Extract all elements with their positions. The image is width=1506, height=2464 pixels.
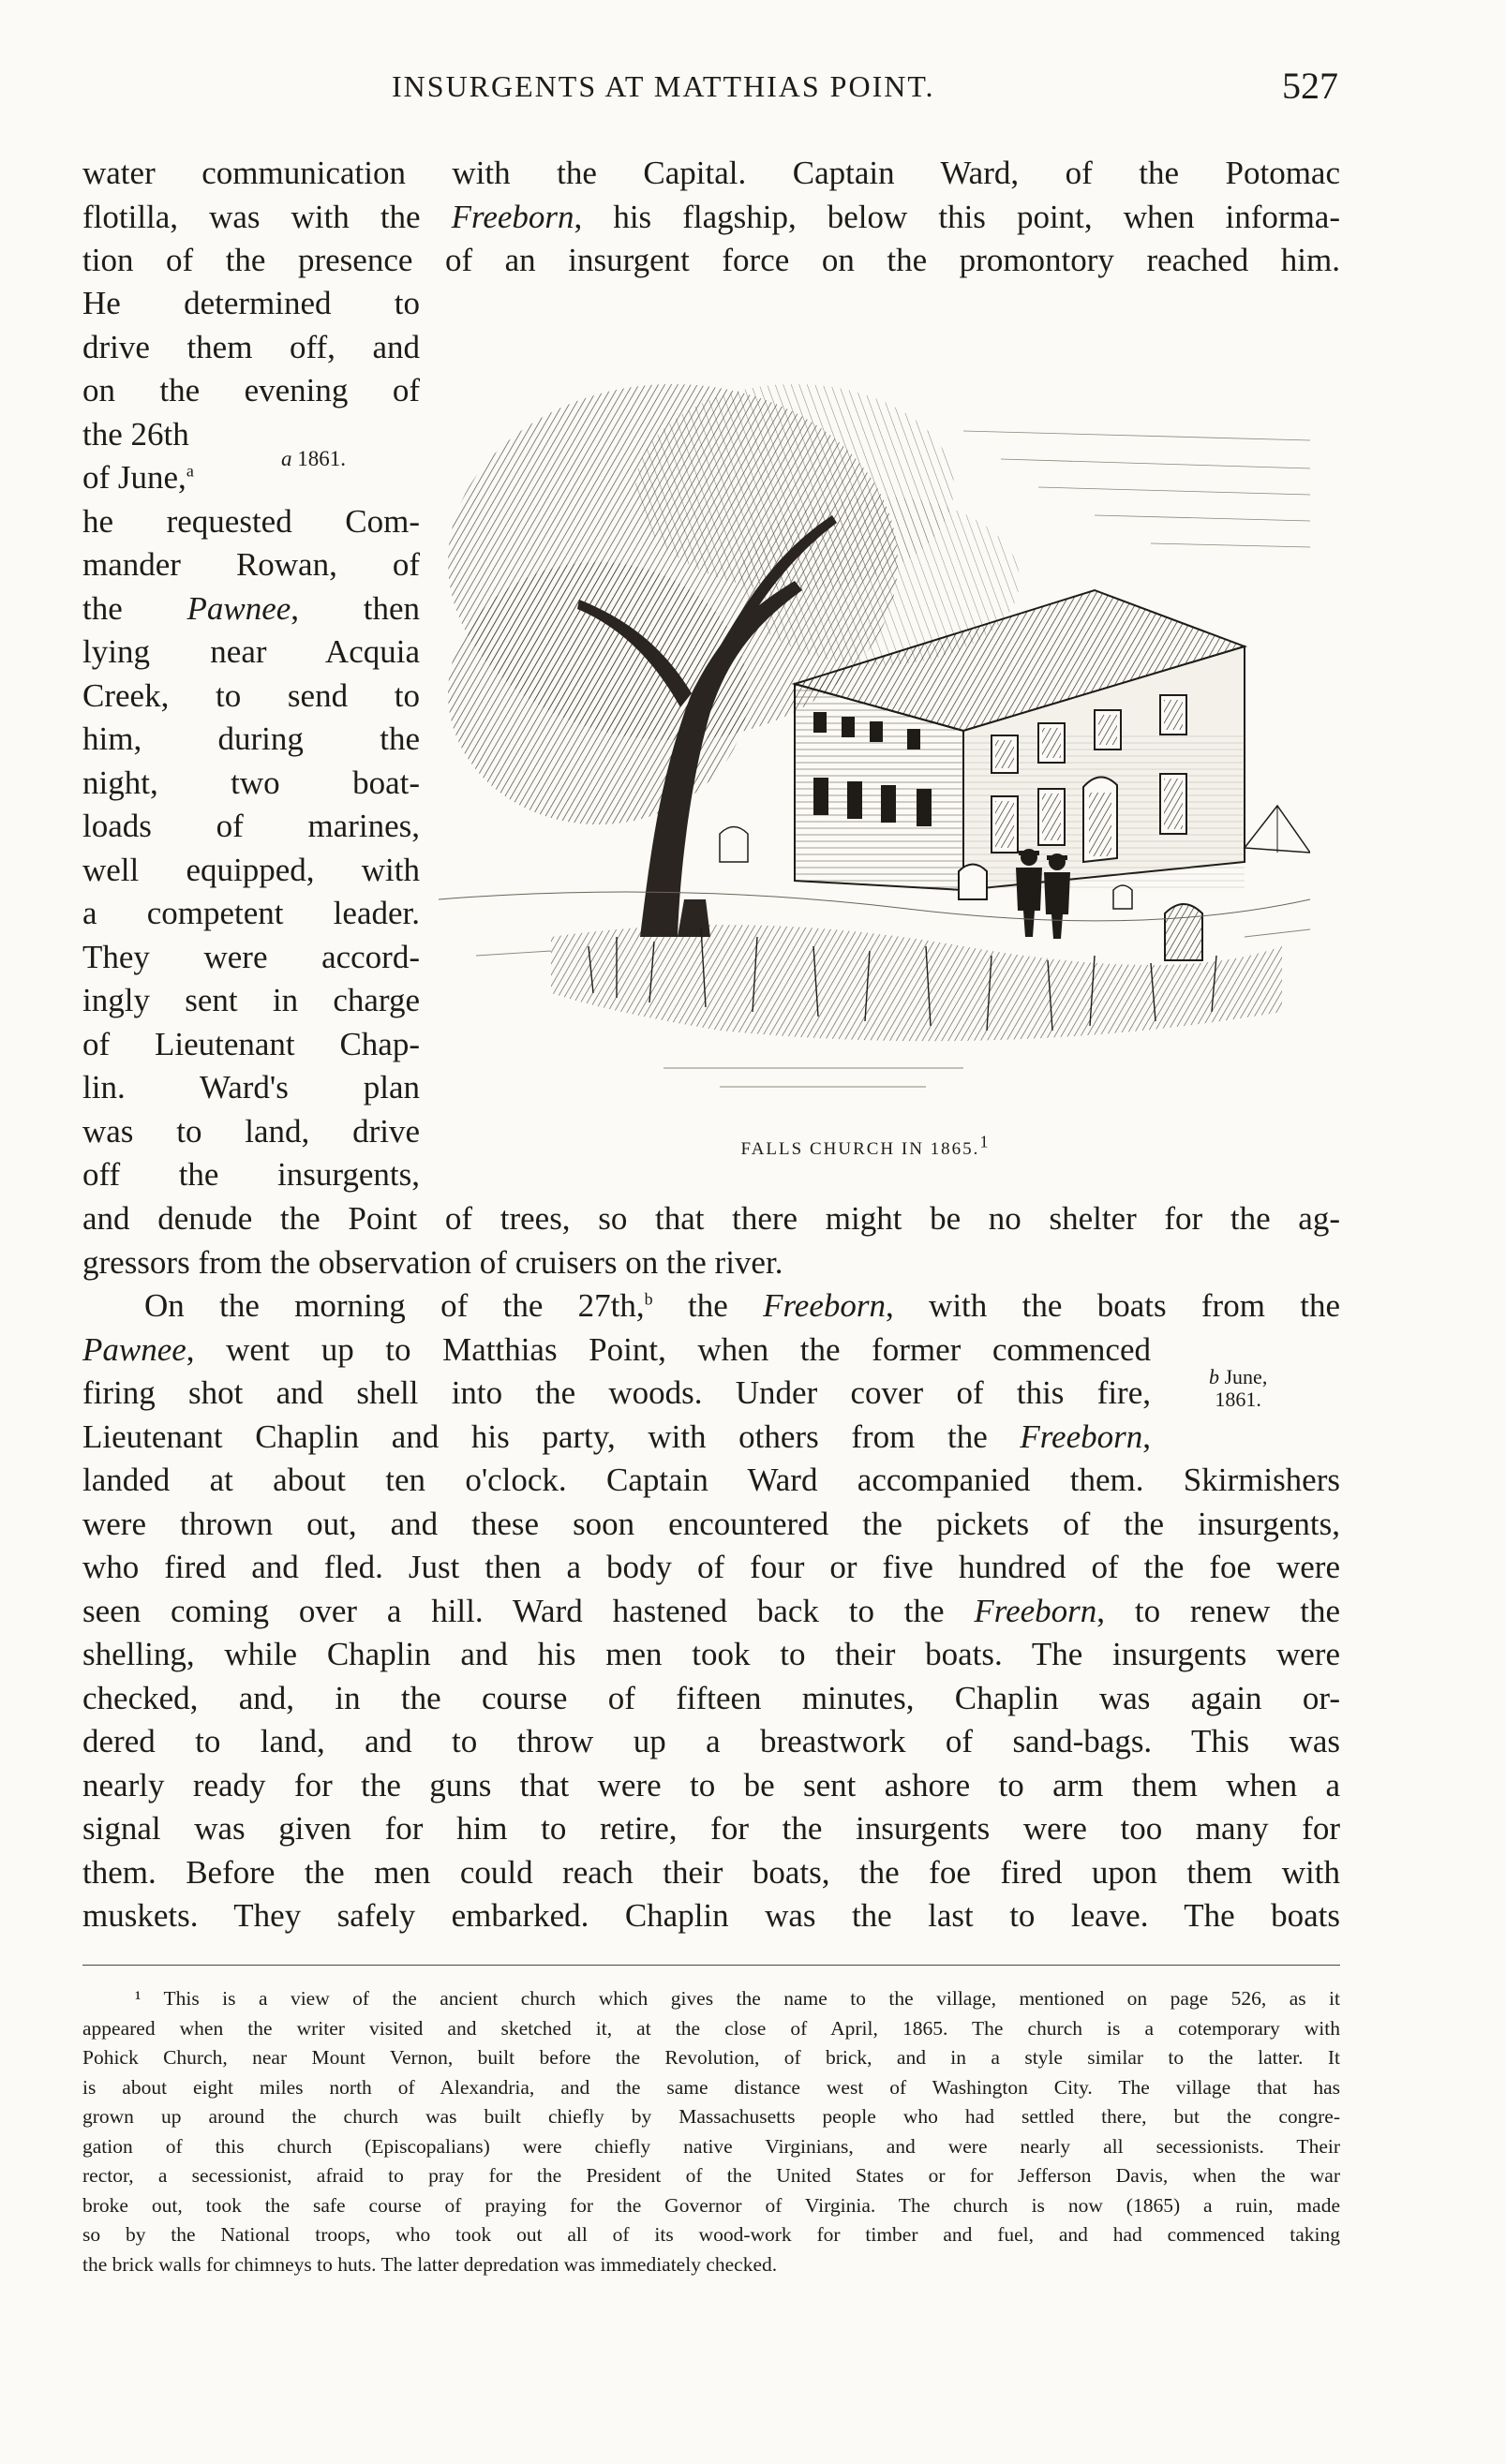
marginal-ref-a: a: [186, 461, 194, 481]
text-line: off the insurgents,: [82, 1156, 420, 1193]
footnote-line: grown up around the church was built chiefly by Massachusetts people who had settled there, but the congre-: [82, 2105, 1340, 2128]
text-line: on the evening of: [82, 372, 420, 408]
text-line: They were accord-: [82, 938, 420, 975]
footnote-line: gation of this church (Episcopalians) were chiefly native Virginians, and were nearly all secessionists. Their: [82, 2134, 1340, 2158]
church-engraving: [439, 337, 1310, 1115]
paragraph-two-rest: [82, 1459, 1340, 1938]
text-line: the Pawnee, then: [82, 589, 421, 627]
text-line: them. Before the men could reach their boats, the foe fired upon them with: [82, 1853, 1340, 1891]
text-line: mander Rowan, of: [82, 546, 420, 583]
text-line: were thrown out, and these soon encountered the pickets of the insurgents,: [82, 1505, 1340, 1542]
text-line: tion of the presence of an insurgent force on the promontory reached him.: [82, 242, 1340, 278]
text-line: lin. Ward's plan: [82, 1069, 420, 1106]
footnote-line: so by the National troops, who took out all of its wood-work for timber and fuel, and had commenced taking: [82, 2223, 1340, 2246]
text-line: On the morning of the 27th,$^b$ the Freeborn, with the boats from the: [144, 1287, 1341, 1324]
church-illustration: [439, 337, 1310, 1115]
text-line: signal was given for him to retire, for the insurgents were too many for: [82, 1810, 1340, 1847]
ship-name: Pawnee: [186, 589, 291, 627]
figure-caption: FALLS CHURCH IN 1865.$^1$: [740, 1132, 991, 1159]
marginal-note-a: a 1861.: [281, 447, 346, 470]
footnote-line: is about eight miles north of Alexandria, and the same distance west of Washington City. The village that has: [82, 2075, 1340, 2099]
text-line: was to land, drive: [82, 1112, 420, 1150]
ship-name: Freeborn: [451, 198, 574, 235]
paragraph-two: [82, 1284, 1340, 1459]
footnote: [82, 1984, 1340, 2279]
text-line: ingly sent in charge: [82, 982, 420, 1018]
text-line: of Lieutenant Chap-: [82, 1025, 420, 1062]
footnote-ref: 1: [979, 1132, 991, 1151]
text-line: checked, and, in the course of fifteen minutes, Chaplin was again or-: [82, 1679, 1340, 1716]
text-line: a competent leader.: [82, 895, 420, 931]
footnote-rule: [82, 1965, 1340, 1966]
paragraph-continuation: [82, 1197, 1340, 1284]
footnote-line: appeared when the writer visited and sketched it, at the close of April, 1865. The church is a cotemporary with: [82, 2016, 1340, 2040]
footnote-line: Pohick Church, near Mount Vernon, built before the Revolution, of brick, and in a style similar to the latter. It: [82, 2046, 1340, 2069]
running-head: INSURGENTS AT MATTHIAS POINT.: [392, 69, 935, 103]
text-line: landed at about ten o'clock. Captain Ward accompanied them. Skirmishers: [82, 1462, 1340, 1498]
text-line: water communication with the Capital. Captain Ward, of the Potomac: [82, 155, 1340, 191]
text-line: muskets. They safely embarked. Chaplin was the last to leave. The boats: [82, 1897, 1340, 1934]
footnote-line: broke out, took the safe course of praying for the Governor of Virginia. The church is now (1865) a ruin, made: [82, 2193, 1340, 2217]
text-line: loads of marines,: [82, 808, 420, 844]
text-line: seen coming over a hill. Ward hastened back to the Freeborn, to renew the: [82, 1592, 1340, 1629]
text-line: he requested Com-: [82, 502, 420, 540]
text-line: night, two boat-: [82, 764, 420, 801]
page-header: [82, 64, 1338, 116]
text-line: He determined to: [82, 285, 420, 321]
intro-paragraph: [82, 152, 1340, 283]
text-line: who fired and fled. Just then a body of four or five hundred of the foe were: [82, 1549, 1340, 1585]
text-line: firing shot and shell into the woods. Under cover of this fire,: [82, 1374, 1151, 1411]
text-line: Lieutenant Chaplin and his party, with others from the Freeborn,: [82, 1418, 1151, 1455]
text-line: flotilla, was with the Freeborn, his flagship, below this point, when informa-: [82, 198, 1340, 235]
text-line: drive them off, and: [82, 328, 420, 365]
text-line: well equipped, with: [82, 851, 420, 888]
text-line: Pawnee, went up to Matthias Point, when the former commenced: [82, 1330, 1151, 1368]
text-line: the 26th: [82, 415, 189, 453]
wrapped-column: [82, 282, 420, 1197]
marginal-note-b: b June, 1861.: [1209, 1365, 1268, 1411]
tent: [1245, 806, 1310, 853]
marginal-ref-b: b: [644, 1289, 653, 1309]
text-line: Creek, to send to: [82, 676, 420, 714]
text-line: shelling, while Chaplin and his men took to their boats. The insurgents were: [82, 1636, 1340, 1672]
footnote-line: the brick walls for chimneys to huts. The latter depredation was immediately checked.: [82, 2252, 778, 2276]
text-line: and denude the Point of trees, so that there might be no shelter for the ag-: [82, 1200, 1340, 1237]
text-line: lying near Acquia: [82, 633, 420, 670]
text-line: gressors from the observation of cruisers on the river.: [82, 1243, 783, 1281]
footnote-line: ¹ This is a view of the ancient church which gives the name to the village, mentioned on page 526, as it: [135, 1987, 1340, 2010]
text-line: nearly ready for the guns that were to be sent ashore to arm them when a: [82, 1766, 1340, 1803]
text-line: him, during the: [82, 720, 420, 757]
footnote-line: rector, a secessionist, afraid to pray for the President of the United States or for Jefferson Davis, when the war: [82, 2164, 1340, 2187]
text-line: dered to land, and to throw up a breastwork of sand-bags. This was: [82, 1723, 1340, 1759]
page-number: 527: [1282, 65, 1338, 107]
text-line: of June,$^a$: [82, 459, 194, 496]
